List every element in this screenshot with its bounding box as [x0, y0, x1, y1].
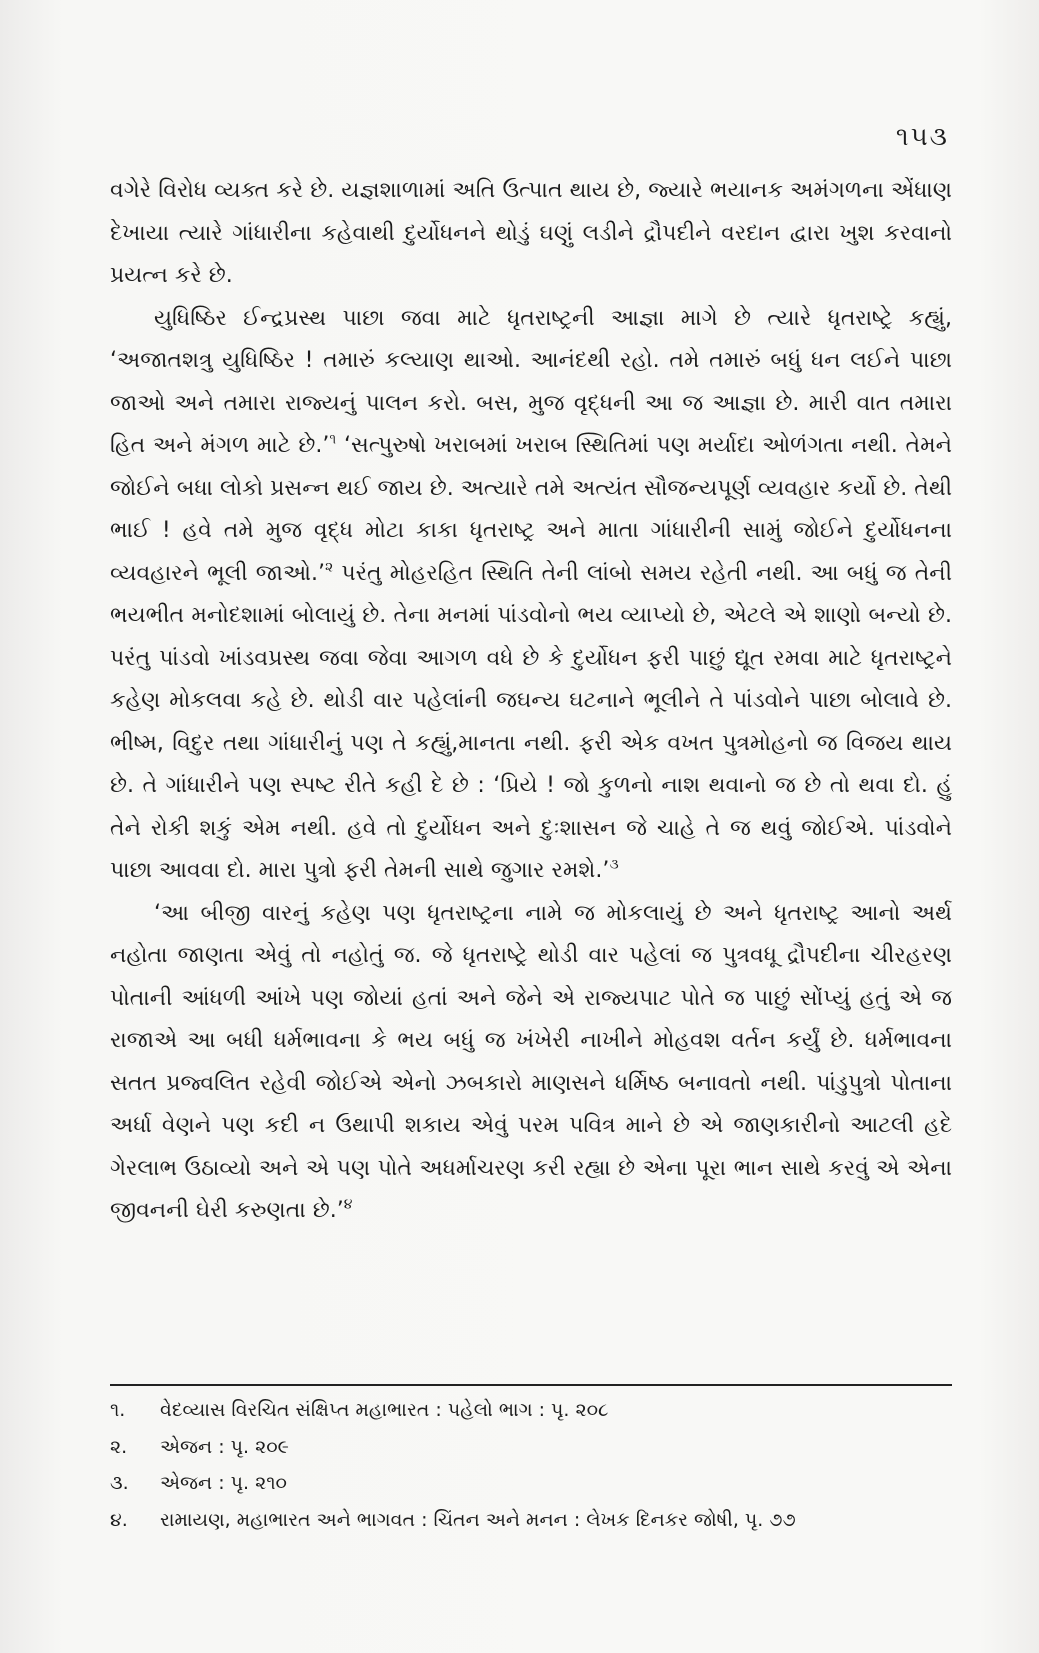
footnote-text: રામાયણ, મહાભારત અને ભાગવત : ચિંતન અને મનન : લેખક દિનકર જોષી, પૃ. ૭૭ — [160, 1508, 796, 1531]
footnote-2 — [110, 1429, 952, 1466]
footnote-marker-4: ૪ — [343, 1196, 353, 1213]
paragraph-2 — [110, 298, 952, 893]
paragraph-3 — [110, 893, 952, 1233]
footnote-number: ૧. — [110, 1399, 126, 1421]
footnote-number: ૪. — [110, 1508, 128, 1531]
footnote-text: વેદવ્યાસ વિરચિત સંક્ષિપ્ત મહાભારત : પહેલો ભાગ : પૃ. ૨૦૮ — [160, 1399, 609, 1421]
paragraph-text: પરંતુ મોહરહિત સ્થિતિ તેની લાંબો સમય રહેતી નથી. આ બધું જ તેની ભયભીત મનોદશામાં બોલાયું છે. તેના મનમાં પાંડવોનો ભય વ્યાપ્યો છે, એટલે એ શાણો બન્યો છે. પરંતુ પાંડવો ખાંડવપ્રસ્થ જવા જેવા આગળ વધે છે કે દુર્યોધન ફરી પાછું દ્યૂત રમવા માટે ધૃતરાષ્ટ્રને કહેણ મોકલવા કહે છે. થોડી વાર પહેલાંની જઘન્ય ઘટનાને ભૂલીને તે પાંડવોને પાછા બોલાવે છે. ભીષ્મ, વિદુર તથા ગાંધારીનું પણ તે કહ્યું,માનતા નથી. ફરી એક વખત પુત્રમોહનો જ વિજય થાય છે. તે ગાંધારીને પણ સ્પષ્ટ રીતે કહી દે છે : ‘પ્રિયે ! જો કુળનો નાશ થવાનો જ છે તો થવા દો. હું તેને રોકી શકું એમ નથી. હવે તો દુર્યોધન અને દુઃશાસન જે ચાહે તે જ થવું જોઈએ. પાંડવોને પાછા આવવા દો. મારા પુત્રો ફરી તેમની સાથે જુગાર રમશે.’ — [110, 560, 952, 883]
footnote-4 — [110, 1502, 952, 1539]
footnote-divider — [110, 1384, 952, 1386]
footnote-marker-1: ૧ — [329, 431, 337, 448]
body-text — [110, 170, 952, 1233]
paragraph-text: ‘આ બીજી વારનું કહેણ પણ ધૃતરાષ્ટ્રના નામે જ મોકલાયું છે અને ધૃતરાષ્ટ્ર આનો અર્થ નહોતા જાણતા એવું તો નહોતું જ. જે ધૃતરાષ્ટ્રે થોડી વાર પહેલાં જ પુત્રવધૂ દ્રૌપદીના ચીરહરણ પોતાની આંધળી આંખે પણ જોયાં હતાં અને જેને એ રાજ્યપાટ પોતે જ પાછું સોંપ્યું હતું એ જ રાજાએ આ બધી ધર્મભાવના કે ભય બધું જ ખંખેરી નાખીને મોહવશ વર્તન કર્યું છે. ધર્મભાવના સતત પ્રજ્વલિત રહેવી જોઈએ એનો ઝબકારો માણસને ધર્મિષ્ઠ બનાવતો નથી. પાંડુપુત્રો પોતાના અર્ધા વેણને પણ કદી ન ઉથાપી શકાય એવું પરમ પવિત્ર માને છે એ જાણકારીનો આટલી હદે ગેરલાભ ઉઠાવ્યો અને એ પણ પોતે અધર્માચરણ કરી રહ્યા છે એના પૂરા ભાન સાથે કરવું એ એના જીવનની ઘેરી કરુણતા છે.’ — [110, 900, 952, 1223]
footnote-3 — [110, 1465, 952, 1502]
footnote-number: ૩. — [110, 1472, 129, 1494]
footnote-number: ૨. — [110, 1435, 128, 1458]
footnotes — [110, 1392, 952, 1538]
footnote-marker-3: ૩ — [609, 856, 619, 873]
paragraph-text: યુધિષ્ઠિર ઈન્દ્રપ્રસ્થ પાછા જવા માટે ધૃતરાષ્ટ્રની આજ્ઞા માગે છે ત્યારે ધૃતરાષ્ટ્રે કહ્યું, ‘અજાતશત્રુ યુધિષ્ઠિર ! તમારું કલ્યાણ થાઓ. આનંદથી રહો. તમે તમારું બધું ધન લઈને પાછા જાઓ અને તમારા રાજ્યનું પાલન કરો. બસ, મુજ વૃદ્ધની આ જ આજ્ઞા છે. મારી વાત તમારા હિત અને મંગળ માટે છે.’ — [110, 305, 952, 458]
footnote-marker-2: ૨ — [324, 559, 334, 576]
paragraph-1 — [110, 170, 952, 298]
footnote-text: એજન : પૃ. ૨૦૯ — [160, 1435, 289, 1458]
footnote-1 — [110, 1392, 952, 1429]
footnote-text: એજન : પૃ. ૨૧૦ — [160, 1472, 287, 1494]
page-number: ૧૫૩ — [895, 122, 949, 152]
paragraph-text: વગેરે વિરોધ વ્યક્ત કરે છે. યજ્ઞશાળામાં અતિ ઉત્પાત થાય છે, જ્યારે ભયાનક અમંગળના એંધાણ દેખાયા ત્યારે ગાંધારીના કહેવાથી દુર્યોધનને થોડું ઘણું લડીને દ્રૌપદીને વરદાન દ્વારા ખુશ કરવાનો પ્રયત્ન કરે છે. — [110, 178, 952, 288]
paragraph-text: ‘સત્પુરુષો ખરાબમાં ખરાબ સ્થિતિમાં પણ મર્યાદા ઓળંગતા નથી. તેમને જોઈને બધા લોકો પ્રસન્ન થઈ જાય છે. અત્યારે તમે અત્યંત સૌજન્યપૂર્ણ વ્યવહાર કર્યો છે. તેથી ભાઈ ! હવે તમે મુજ વૃદ્ધ મોટા કાકા ધૃતરાષ્ટ્ર અને માતા ગાંધારીની સામું જોઈને દુર્યોધનના વ્યવહારને ભૂલી જાઓ.’ — [110, 433, 952, 586]
